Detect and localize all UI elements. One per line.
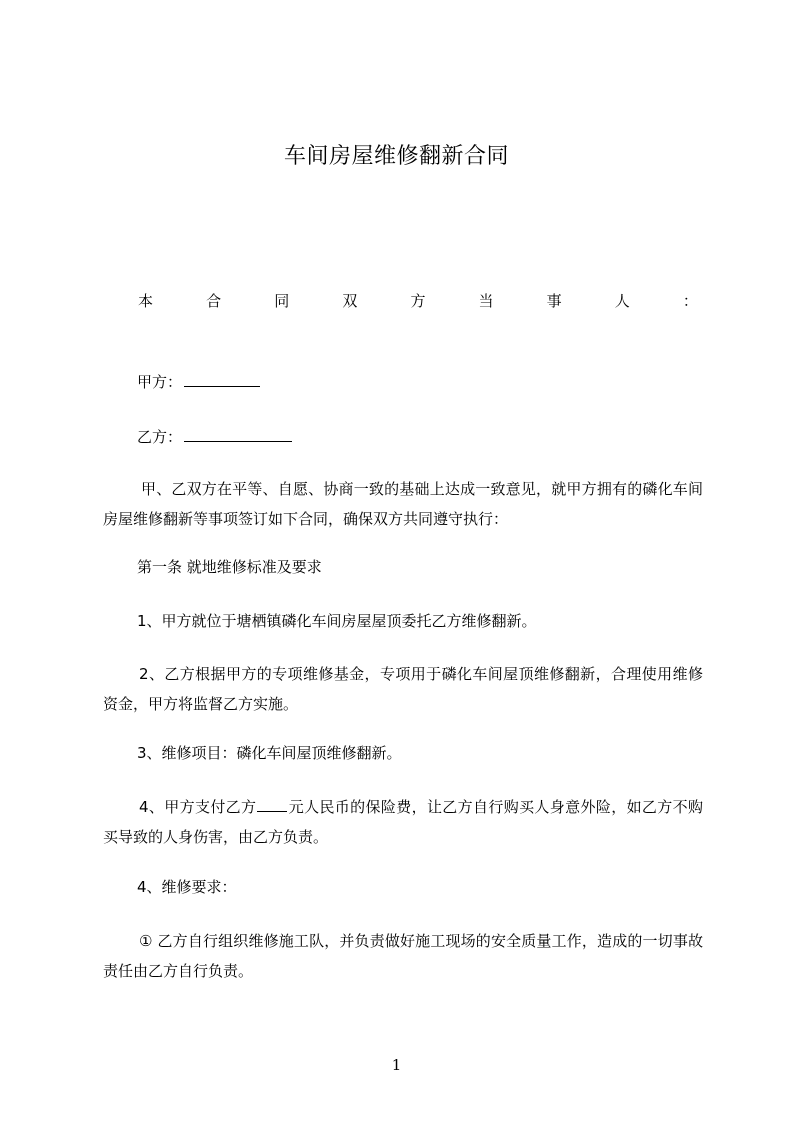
premium-amount-blank [257,795,287,812]
parties-heading-char: 双 [342,292,358,310]
parties-heading-char: 合 [206,292,222,310]
subitem-1: ① 乙方自行组织维修施工队，并负责做好施工现场的安全质量工作，造成的一切事故责任由乙方自行负责。 [103,932,703,980]
party-b-line [137,425,292,448]
party-a-line [137,370,260,393]
parties-heading-char: ： [682,292,698,310]
parties-heading-char: 事 [546,292,562,310]
contract-title: 车间房屋维修翻新合同 [283,144,509,169]
party-a-blank [184,370,260,387]
party-a-label: 甲方： [137,373,183,391]
item-3: 3、维修项目：磷化车间屋顶维修翻新。 [137,744,402,762]
item-4-text-end: 元人民币的保险费，让乙方自行购买人身意外险，如乙方不购买导致的人身伤害，由乙方负责。 [103,798,703,846]
page-number: 1 [391,1056,402,1074]
parties-heading-char: 本 [138,292,154,310]
parties-heading-char: 当 [478,292,494,310]
parties-heading-char: 人 [614,292,630,310]
parties-heading [138,290,698,312]
parties-heading-char: 同 [274,292,290,310]
article-1-heading: 第一条 就地维修标准及要求 [137,558,322,576]
item-4b: 4、维修要求： [137,878,237,896]
item-2: 2、乙方根据甲方的专项维修基金，专项用于磷化车间屋顶维修翻新，合理使用维修资金，甲方将监督乙方实施。 [103,665,703,713]
party-b-blank [184,425,292,442]
item-4-text-start: 4、甲方支付乙方 [139,798,257,816]
item-4 [103,792,703,852]
parties-heading-char: 方 [410,292,426,310]
party-b-label: 乙方： [137,428,183,446]
item-1: 1、甲方就位于塘栖镇磷化车间房屋屋顶委托乙方维修翻新。 [137,612,537,630]
intro-paragraph: 甲、乙双方在平等、自愿、协商一致的基础上达成一致意见，就甲方拥有的磷化车间房屋维修翻新等事项签订如下合同，确保双方共同遵守执行： [103,480,703,528]
